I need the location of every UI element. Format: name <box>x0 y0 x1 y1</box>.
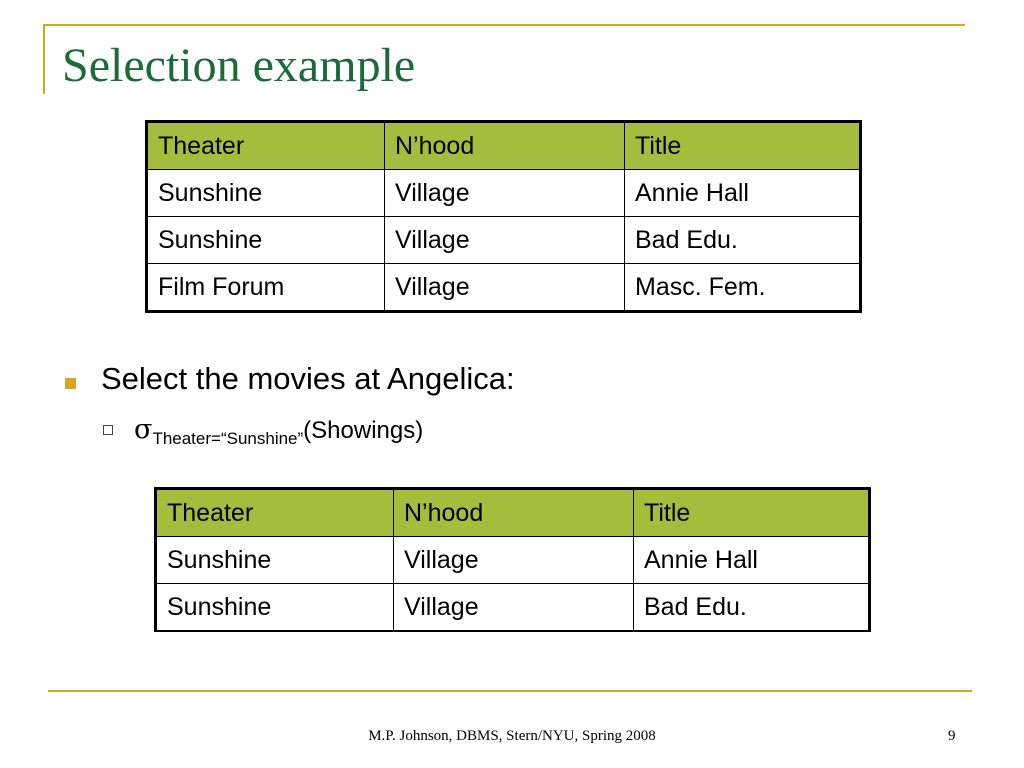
table-cell: Sunshine <box>156 584 394 632</box>
header-cell: Theater <box>147 122 385 170</box>
frame-top-rule <box>43 24 965 26</box>
table-row <box>156 584 870 632</box>
header-cell: N’hood <box>394 489 634 537</box>
header-cell: N’hood <box>385 122 625 170</box>
table-cell: Village <box>385 264 625 312</box>
header-cell: Title <box>625 122 861 170</box>
table-row <box>147 264 861 312</box>
result-table <box>154 487 871 632</box>
table-cell: Film Forum <box>147 264 385 312</box>
table-cell: Village <box>394 584 634 632</box>
relation-argument: (Showings) <box>303 417 424 444</box>
table-row <box>147 217 861 264</box>
selection-expression <box>134 414 423 449</box>
table-cell: Sunshine <box>147 170 385 217</box>
sigma-symbol: σ <box>134 414 153 445</box>
table-header-row <box>156 489 870 537</box>
footer-rule <box>48 690 972 692</box>
table-row <box>156 537 870 584</box>
table-cell: Annie Hall <box>625 170 861 217</box>
table-cell: Masc. Fem. <box>625 264 861 312</box>
table-cell: Bad Edu. <box>634 584 870 632</box>
table-cell: Village <box>385 217 625 264</box>
page-number: 9 <box>948 728 956 744</box>
table-cell: Village <box>385 170 625 217</box>
table-cell: Village <box>394 537 634 584</box>
showings-table <box>145 120 862 313</box>
footer-text: M.P. Johnson, DBMS, Stern/NYU, Spring 2008 <box>368 728 656 744</box>
bullet-text: Select the movies at Angelica: <box>101 361 515 396</box>
selection-condition: Theater=“Sunshine” <box>152 429 304 448</box>
table-cell: Sunshine <box>147 217 385 264</box>
slide-title: Selection example <box>62 39 416 92</box>
frame-left-rule <box>43 24 45 94</box>
header-cell: Theater <box>156 489 394 537</box>
table-cell: Sunshine <box>156 537 394 584</box>
table-cell: Annie Hall <box>634 537 870 584</box>
table-header-row <box>147 122 861 170</box>
table-row <box>147 170 861 217</box>
square-bullet-icon <box>65 378 76 389</box>
table-cell: Bad Edu. <box>625 217 861 264</box>
hollow-square-bullet-icon <box>103 425 113 435</box>
header-cell: Title <box>634 489 870 537</box>
